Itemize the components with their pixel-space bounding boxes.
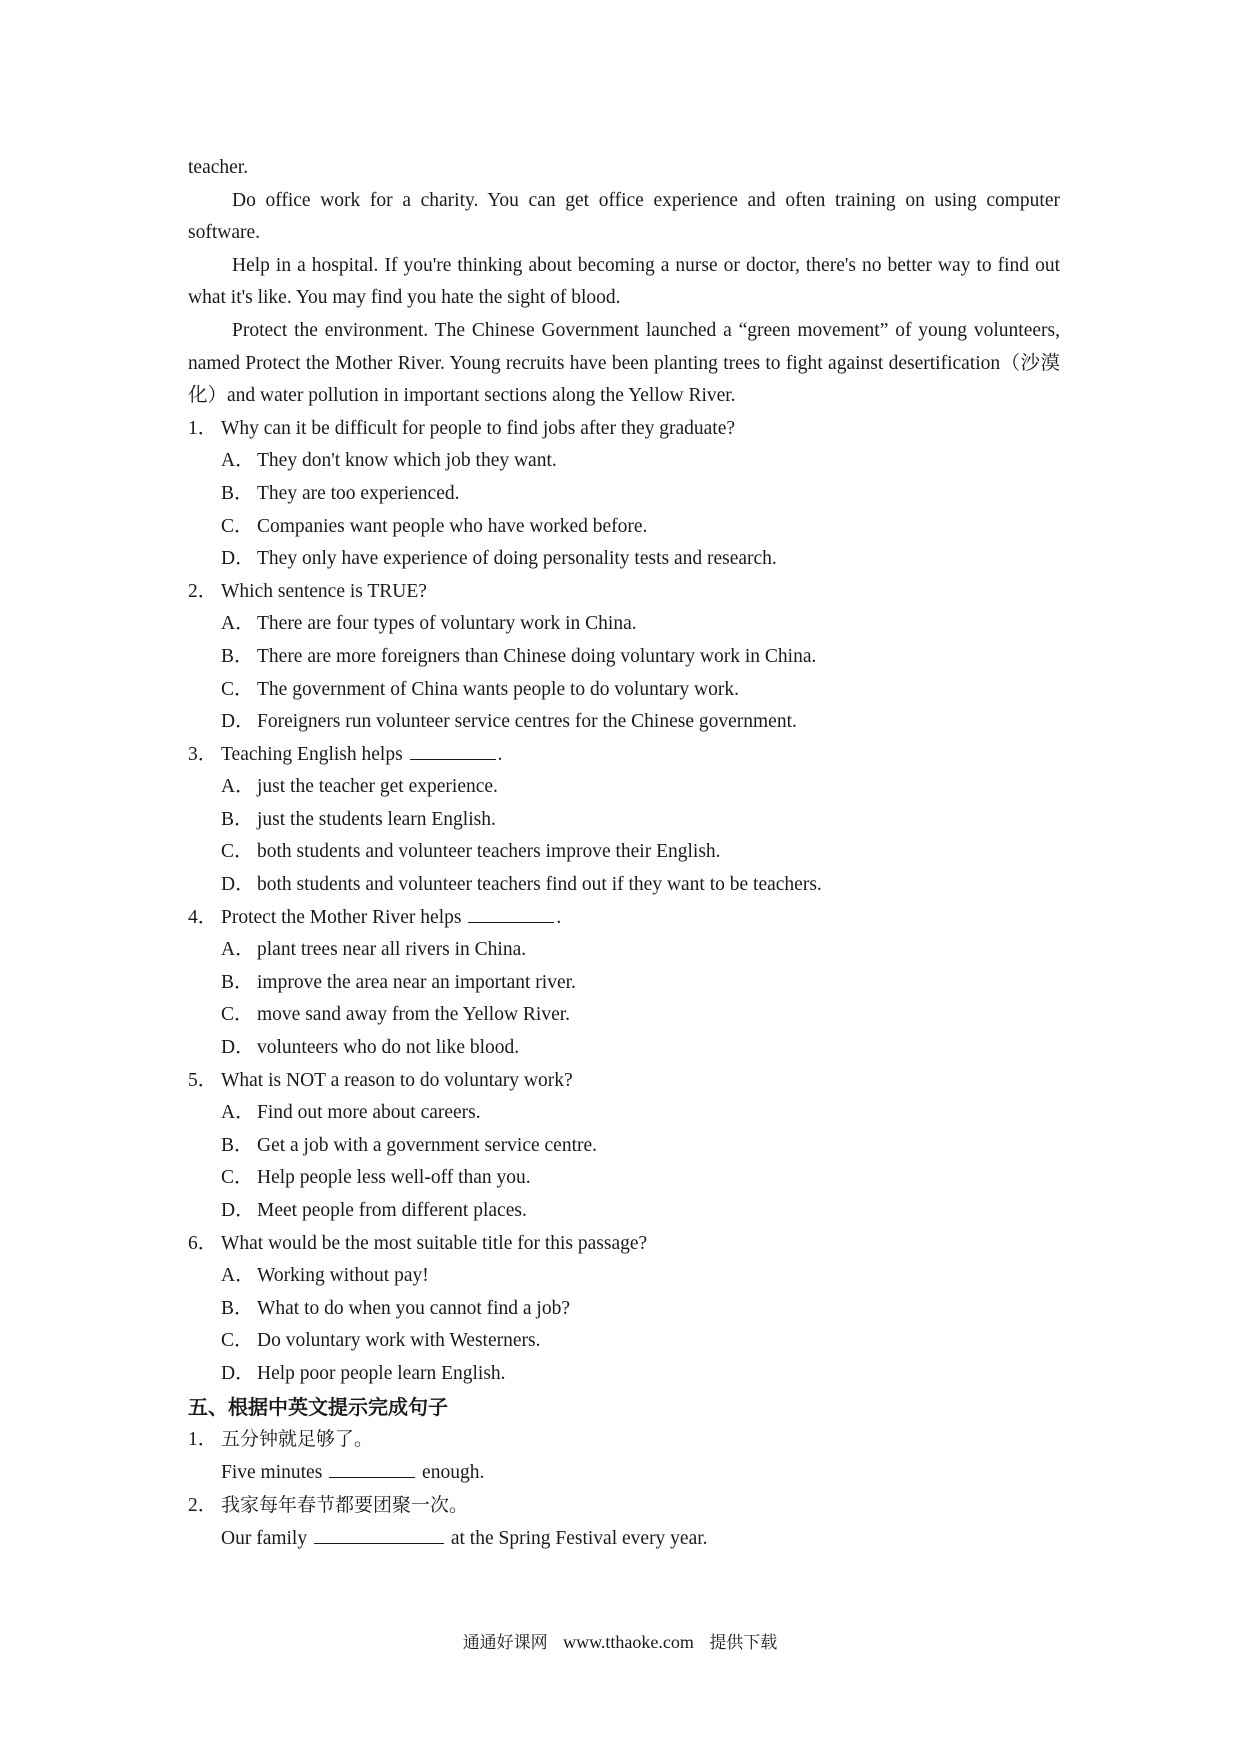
answer-blank <box>314 1523 444 1544</box>
option-letter: C． <box>221 515 254 537</box>
answer-option <box>188 804 1060 837</box>
question-number: 3． <box>188 743 218 765</box>
footer-suffix: 提供下载 <box>709 1633 778 1653</box>
translation-prompt <box>188 1423 1060 1457</box>
question-block <box>188 576 1060 739</box>
translation-section <box>188 1391 1060 1556</box>
answer-option <box>188 1032 1060 1065</box>
question-block <box>188 902 1060 1065</box>
option-letter: C． <box>221 1004 254 1026</box>
question-number: 5． <box>188 1069 218 1091</box>
option-text: Do voluntary work with Westerners. <box>257 1330 541 1352</box>
option-letter: A． <box>221 1265 255 1287</box>
answer-option <box>188 511 1060 544</box>
sentence-end: at the Spring Festival every year. <box>450 1527 708 1549</box>
question-number: 2． <box>188 580 218 602</box>
answer-option <box>188 445 1060 478</box>
option-letter: D． <box>221 1362 255 1384</box>
question-text: Which sentence is TRUE? <box>221 580 427 602</box>
answer-option <box>188 1260 1060 1293</box>
item-number: 2． <box>188 1495 218 1517</box>
answer-option <box>188 1130 1060 1163</box>
sentence-end: enough. <box>422 1461 485 1483</box>
option-text: Get a job with a government service centre. <box>257 1134 598 1156</box>
question-number: 1． <box>188 417 218 439</box>
option-text: Find out more about careers. <box>257 1102 481 1124</box>
option-text: There are four types of voluntary work in China. <box>257 613 637 635</box>
answer-option <box>188 1325 1060 1358</box>
option-text: Meet people from different places. <box>257 1200 527 1221</box>
passage-paragraph: Protect the environment. The Chinese Government launched a “green movement” of young volunteers, named Protect the Mother River. Young recruits have been planting trees to fight against desertification（沙漠化）and water pollution in important sections along the Yellow River. <box>188 319 1060 407</box>
answer-blank <box>468 902 554 923</box>
option-letter: D． <box>221 874 255 896</box>
option-letter: B． <box>221 1297 254 1319</box>
option-letter: B． <box>221 808 254 830</box>
option-text: just the teacher get experience. <box>257 776 498 798</box>
option-letter: C． <box>221 1167 254 1189</box>
option-text: just the students learn English. <box>257 808 496 830</box>
answer-blank <box>410 739 496 760</box>
answer-option <box>188 1162 1060 1195</box>
option-letter: C． <box>221 1330 254 1352</box>
answer-option <box>188 608 1060 641</box>
question-stem <box>188 739 1060 772</box>
option-text: plant trees near all rivers in China. <box>257 939 527 961</box>
option-letter: A． <box>221 450 255 472</box>
translation-items <box>188 1423 1060 1555</box>
option-text: They only have experience of doing personality tests and research. <box>257 548 777 570</box>
answer-option <box>188 836 1060 869</box>
question-stem <box>188 1228 1060 1261</box>
option-text: move sand away from the Yellow River. <box>257 1004 571 1026</box>
english-sentence <box>188 1523 1060 1556</box>
question-block <box>188 1065 1060 1228</box>
question-stem <box>188 576 1060 609</box>
answer-option <box>188 934 1060 967</box>
item-number: 1． <box>188 1429 218 1451</box>
footer-site-name: 通通好课网 <box>462 1633 548 1653</box>
answer-option <box>188 1097 1060 1130</box>
question-block <box>188 1228 1060 1391</box>
answer-option <box>188 641 1060 674</box>
page-content <box>188 152 1060 1556</box>
option-letter: B． <box>221 645 254 667</box>
question-stem <box>188 902 1060 935</box>
answer-option <box>188 1358 1060 1391</box>
option-text: improve the area near an important river. <box>257 971 576 993</box>
chinese-sentence: 我家每年春节都要团聚一次。 <box>221 1494 469 1517</box>
passage-paragraph: Do office work for a charity. You can get office experience and often training on using computer software. <box>188 189 1060 244</box>
question-number: 4． <box>188 906 218 928</box>
option-text: Working without pay! <box>257 1265 429 1287</box>
option-letter: D． <box>221 548 255 570</box>
option-letter: B． <box>221 971 254 993</box>
footer-url: www.tthaoke.com <box>563 1632 694 1652</box>
answer-option <box>188 869 1060 902</box>
option-letter: A． <box>221 939 255 961</box>
option-letter: B． <box>221 1134 254 1156</box>
answer-option <box>188 999 1060 1032</box>
answer-blank <box>329 1457 415 1478</box>
option-text: They don't know which job they want. <box>257 450 557 472</box>
sentence-start: Our family <box>221 1527 308 1549</box>
reading-passage <box>188 152 1060 413</box>
option-text: both students and volunteer teachers find out if they want to be teachers. <box>257 874 822 896</box>
question-text: Why can it be difficult for people to find jobs after they graduate? <box>221 417 736 439</box>
answer-option <box>188 706 1060 739</box>
question-text: What is NOT a reason to do voluntary work? <box>221 1069 573 1091</box>
passage-paragraph: teacher. <box>188 157 249 178</box>
translation-prompt <box>188 1489 1060 1523</box>
option-letter: A． <box>221 613 255 635</box>
answer-option <box>188 967 1060 1000</box>
option-text: What to do when you cannot find a job? <box>257 1297 570 1319</box>
option-letter: A． <box>221 776 255 798</box>
answer-option <box>188 478 1060 511</box>
question-end: . <box>556 906 562 928</box>
question-text: Teaching English helps <box>221 743 403 765</box>
chinese-sentence: 五分钟就足够了。 <box>221 1428 374 1451</box>
option-text: Help poor people learn English. <box>257 1362 506 1384</box>
option-letter: B． <box>221 482 254 504</box>
option-text: There are more foreigners than Chinese doing voluntary work in China. <box>257 645 817 667</box>
option-text: They are too experienced. <box>257 482 460 504</box>
option-letter: A． <box>221 1102 255 1124</box>
answer-option <box>188 1293 1060 1326</box>
option-text: both students and volunteer teachers improve their English. <box>257 841 721 863</box>
option-letter: C． <box>221 678 254 700</box>
option-letter: D． <box>221 1037 255 1059</box>
option-text: The government of China wants people to do voluntary work. <box>257 678 739 700</box>
answer-option <box>188 674 1060 707</box>
option-text: volunteers who do not like blood. <box>257 1037 520 1059</box>
answer-option <box>188 543 1060 576</box>
question-block <box>188 739 1060 902</box>
option-letter: C． <box>221 841 254 863</box>
english-sentence <box>188 1457 1060 1490</box>
section-heading: 五、根据中英文提示完成句子 <box>188 1394 448 1419</box>
question-text: What would be the most suitable title for this passage? <box>221 1232 648 1254</box>
option-letter: D． <box>221 711 255 733</box>
question-stem <box>188 1065 1060 1098</box>
question-text: Protect the Mother River helps <box>221 906 462 928</box>
passage-paragraph: Help in a hospital. If you're thinking about becoming a nurse or doctor, there's no better way to find out what it's like. You may find you hate the sight of blood. <box>188 254 1060 309</box>
question-block <box>188 413 1060 576</box>
question-end: . <box>497 743 503 765</box>
question-list <box>188 413 1060 1391</box>
question-stem <box>188 413 1060 446</box>
option-text: Companies want people who have worked before. <box>257 515 648 537</box>
page-footer <box>0 1628 1240 1653</box>
answer-option <box>188 771 1060 804</box>
option-text: Help people less well-off than you. <box>257 1167 531 1189</box>
sentence-start: Five minutes <box>221 1461 323 1483</box>
option-text: Foreigners run volunteer service centres for the Chinese government. <box>257 711 797 733</box>
option-letter: D． <box>221 1200 255 1221</box>
answer-option <box>188 1195 1060 1228</box>
question-number: 6． <box>188 1232 218 1254</box>
